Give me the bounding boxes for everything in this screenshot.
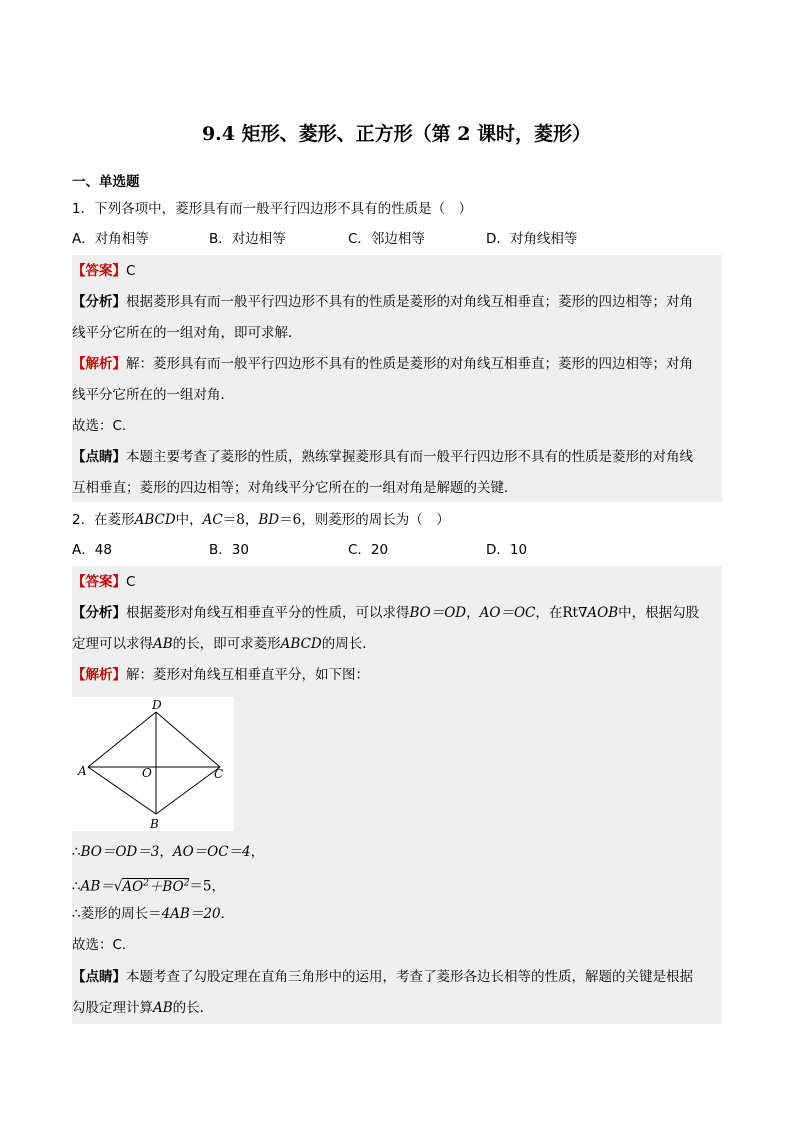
analysis-text: 的周长． xyxy=(321,636,376,652)
side-dc xyxy=(156,712,220,767)
math-bo-od-3: BO＝OD＝3 xyxy=(80,844,160,860)
page-title: 9.4 矩形、菱形、正方形（第 2 课时，菱形） xyxy=(201,123,592,145)
section-heading: 一、单选题 xyxy=(72,174,140,190)
q2-option-d: D．10 xyxy=(486,542,528,558)
answer-tag: 【答案】 xyxy=(72,574,126,590)
q2-choose: 故选：C． xyxy=(72,937,136,953)
q2-comment-line-2 xyxy=(72,998,213,1018)
analysis-text: 定理可以求得 xyxy=(72,636,153,652)
q1-option-d: D．对角线相等 xyxy=(486,231,578,247)
label-d: D xyxy=(152,698,162,712)
math-eq6: ＝6 xyxy=(279,512,302,528)
solution-text: 解：菱形对角线互相垂直平分，如下图： xyxy=(126,667,369,683)
math-abcd: ABCD xyxy=(280,636,322,652)
comment-tag: 【点睛】 xyxy=(72,449,126,465)
q1-solution-line-1 xyxy=(72,354,693,374)
math-eq8: ＝8 xyxy=(222,512,245,528)
q2-option-a: A．48 xyxy=(72,542,112,558)
q2-option-b: B．30 xyxy=(209,542,249,558)
label-a: A xyxy=(78,764,87,778)
math-perimeter: 4AB＝20 xyxy=(161,906,221,922)
q2-stem-text: ，则菱形的周长为（ ） xyxy=(301,512,450,528)
math-ao-oc-4: AO＝OC＝4 xyxy=(172,844,251,860)
math-plus-bo: ＋BO xyxy=(148,878,184,895)
label-b: B xyxy=(150,817,159,831)
math-ac: AC xyxy=(202,512,223,528)
math-ao: AO xyxy=(122,878,144,895)
exponent-2: 2 xyxy=(183,878,190,888)
q1-option-c: C．邻边相等 xyxy=(348,231,425,247)
math-bo-od: BO＝OD xyxy=(409,605,467,621)
q2-step-1 xyxy=(72,842,264,862)
q2-analysis-line-2 xyxy=(72,634,376,654)
q2-option-c: C．20 xyxy=(348,542,389,558)
solution-tag: 【解析】 xyxy=(72,356,126,372)
sqrt-radicand xyxy=(122,878,189,895)
q2-stem-text: 中， xyxy=(175,512,203,528)
exponent-2: 2 xyxy=(143,878,149,888)
q2-stem-text: ， xyxy=(244,512,259,528)
q2-stem-text: 2．在菱形 xyxy=(72,512,135,528)
comment-text: 的长． xyxy=(172,1000,214,1016)
q2-answer xyxy=(72,572,135,592)
step-text: ， xyxy=(250,844,265,860)
answer-value: C xyxy=(126,574,136,590)
analysis-text: 根据菱形具有而一般平行四边形不具有的性质是菱形的对角线互相垂直；菱形的四边相等；对角 xyxy=(126,294,693,310)
math-bd: BD xyxy=(258,512,280,528)
analysis-text: 根据菱形对角线互相垂直平分的性质，可以求得 xyxy=(126,605,410,621)
rhombus-figure xyxy=(72,697,234,831)
analysis-text: ，在 xyxy=(535,605,563,621)
math-ab: AB xyxy=(153,636,173,652)
math-abcd: ABCD xyxy=(134,512,176,528)
q2-analysis-line-1 xyxy=(72,603,699,623)
math-triangle-aob: ∇AOB xyxy=(577,605,619,621)
math-ab-eq: AB＝ xyxy=(80,878,114,895)
q2-stem xyxy=(72,510,450,530)
analysis-text: ， xyxy=(466,605,480,621)
rhombus-diagram xyxy=(72,697,234,831)
math-eq5: ＝5 xyxy=(189,878,212,895)
analysis-text: 中，根据勾股 xyxy=(618,605,700,621)
q2-solution-line-1 xyxy=(72,665,369,685)
answer-tag: 【答案】 xyxy=(72,263,126,279)
analysis-tag: 【分析】 xyxy=(72,605,126,621)
comment-tag: 【点睛】 xyxy=(72,969,126,985)
solution-text: 解：菱形具有而一般平行四边形不具有的性质是菱形的对角线互相垂直；菱形的四边相等；对角 xyxy=(126,356,693,372)
q1-solution-line-2: 线平分它所在的一组对角． xyxy=(72,387,234,403)
therefore-symbol: ∴ xyxy=(72,844,81,860)
q1-comment-line-2: 互相垂直；菱形的四边相等；对角线平分它所在的一组对角是解题的关键． xyxy=(72,480,518,496)
side-cb xyxy=(156,767,220,814)
q1-analysis-line-1 xyxy=(72,292,693,312)
comment-text: 本题主要考查了菱形的性质，熟练掌握菱形具有而一般平行四边形不具有的性质是菱形的对角线 xyxy=(126,449,693,465)
math-ab: AB xyxy=(153,1000,173,1016)
step-text: ， xyxy=(159,844,173,860)
label-c: C xyxy=(214,767,224,781)
q1-comment-line-1 xyxy=(72,447,693,467)
math-rt: Rt xyxy=(562,605,578,621)
step-text: ∴菱形的周长＝ xyxy=(72,906,162,922)
q1-option-a: A．对角相等 xyxy=(72,231,149,247)
label-o: O xyxy=(142,766,152,780)
q1-choose: 故选：C． xyxy=(72,418,136,434)
q1-stem: 1．下列各项中，菱形具有而一般平行四边形不具有的性质是（ ） xyxy=(72,201,473,217)
comment-text: 勾股定理计算 xyxy=(72,1000,153,1016)
therefore-symbol: ∴ xyxy=(72,878,81,895)
analysis-text: 的长，即可求菱形 xyxy=(172,636,281,652)
sqrt-sign: √ xyxy=(113,878,123,895)
side-da xyxy=(88,712,156,767)
answer-value: C xyxy=(126,263,136,279)
q1-answer xyxy=(72,261,135,281)
comment-text: 本题考查了勾股定理在直角三角形中的运用，考查了菱形各边长相等的性质，解题的关键是根据 xyxy=(126,969,693,985)
q2-step-3 xyxy=(72,904,234,924)
q1-option-b: B．对边相等 xyxy=(209,231,286,247)
step-text: ． xyxy=(220,906,235,922)
q1-analysis-line-2: 线平分它所在的一组对角，即可求解． xyxy=(72,325,302,341)
step-text: ， xyxy=(211,878,226,895)
solution-tag: 【解析】 xyxy=(72,667,126,683)
q2-comment-line-1 xyxy=(72,967,693,987)
q2-step-2 xyxy=(72,873,225,897)
analysis-tag: 【分析】 xyxy=(72,294,126,310)
math-ao-oc: AO＝OC xyxy=(479,605,536,621)
